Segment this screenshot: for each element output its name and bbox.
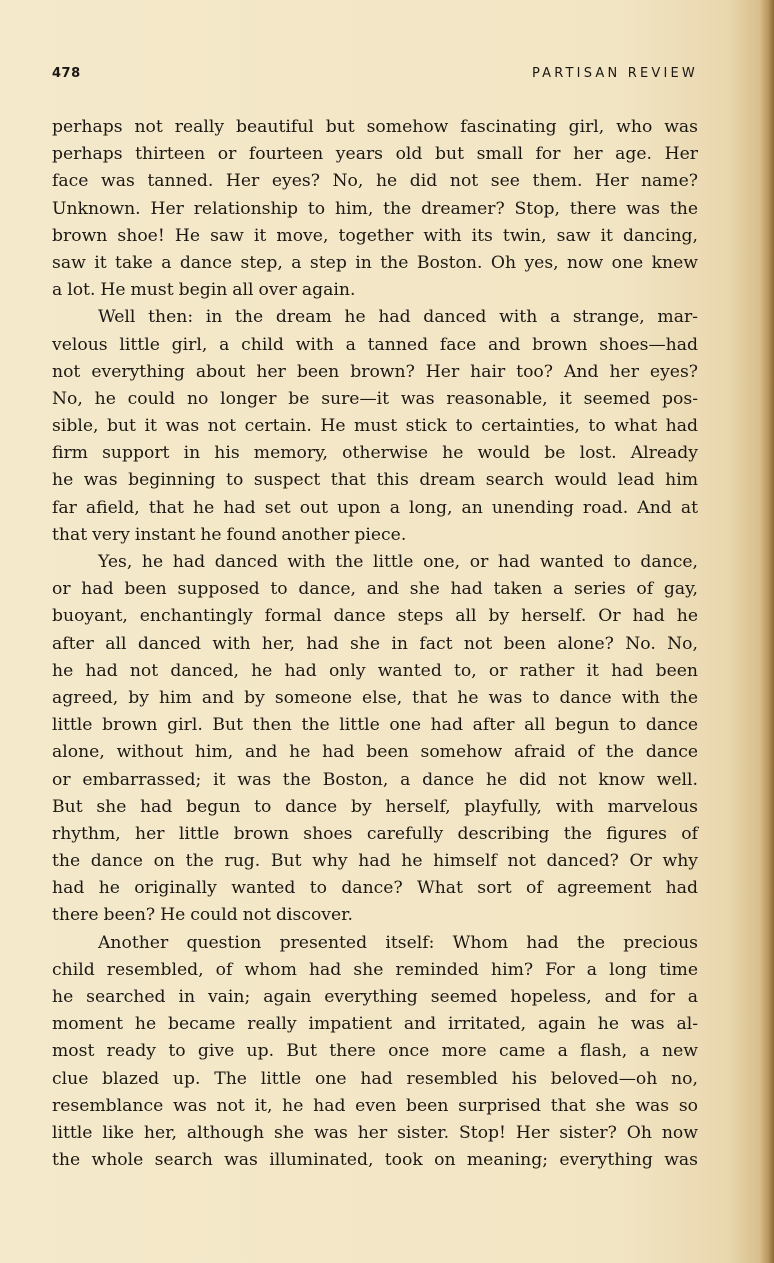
- text-line: velous little girl, a child with a tanned face and brown shoes—had: [52, 334, 698, 355]
- text-line: buoyant, enchantingly formal dance steps all by herself. Or had he: [52, 606, 698, 627]
- text-line: sible, but it was not certain. He must stick to certainties, to what had: [52, 416, 698, 437]
- text-line: there been? He could not discover.: [52, 905, 353, 926]
- text-line: resemblance was not it, he had even been surprised that she was so: [52, 1095, 698, 1116]
- text-line: not everything about her been brown? Her hair too? And her eyes?: [52, 361, 698, 382]
- text-line: Unknown. Her relationship to him, the dreamer? Stop, there was the: [52, 198, 698, 219]
- text-line: Yes, he had danced with the little one, or had wanted to dance,: [98, 552, 698, 572]
- text-line: a lot. He must begin all over again.: [52, 280, 356, 301]
- text-line: alone, without him, and he had been somehow afraid of the dance: [52, 742, 698, 763]
- page-edge-shadow: [760, 0, 774, 1263]
- text-line: most ready to give up. But there once more came a flash, a new: [52, 1041, 698, 1062]
- text-line: that very instant he found another piece.: [52, 524, 407, 545]
- text-line: or embarrassed; it was the Boston, a dance he did not know well.: [52, 769, 698, 790]
- running-title: PARTISAN REVIEW: [531, 66, 698, 81]
- text-line: had he originally wanted to dance? What sort of agreement had: [52, 878, 698, 899]
- text-line: No, he could no longer be sure—it was reasonable, it seemed pos-: [52, 388, 698, 409]
- text-line: rhythm, her little brown shoes carefully describing the figures of: [52, 823, 698, 844]
- text-line: brown shoe! He saw it move, together with its twin, saw it dancing,: [52, 225, 698, 246]
- body-text: [52, 114, 698, 1174]
- text-line: firm support in his memory, otherwise he would be lost. Already: [52, 443, 698, 464]
- text-line: Well then: in the dream he had danced with a strange, mar-: [98, 307, 698, 328]
- page-header: [52, 66, 698, 86]
- text-line: But she had begun to dance by herself, playfully, with marvelous: [52, 796, 698, 817]
- text-line: saw it take a dance step, a step in the Boston. Oh yes, now one knew: [52, 252, 698, 273]
- text-line: face was tanned. Her eyes? No, he did not see them. Her name?: [52, 171, 698, 192]
- text-line: or had been supposed to dance, and she had taken a series of gay,: [52, 579, 698, 600]
- text-line: little brown girl. But then the little one had after all begun to dance: [52, 715, 698, 736]
- text-line: perhaps not really beautiful but somehow fascinating girl, who was: [52, 117, 698, 137]
- text-line: little like her, although she was her sister. Stop! Her sister? Oh now: [52, 1122, 698, 1143]
- text-line: Another question presented itself: Whom had the precious: [98, 932, 698, 953]
- text-line: moment he became really impatient and irritated, again he was al-: [52, 1014, 698, 1035]
- text-line: far afield, that he had set out upon a long, an unending road. And at: [52, 497, 698, 518]
- text-line: agreed, by him and by someone else, that he was to dance with the: [52, 687, 698, 708]
- text-line: after all danced with her, had she in fact not been alone? No. No,: [52, 633, 698, 654]
- text-line: clue blazed up. The little one had resembled his beloved—oh no,: [52, 1068, 698, 1089]
- text-line: the dance on the rug. But why had he himself not danced? Or why: [52, 851, 698, 872]
- text-line: he was beginning to suspect that this dream search would lead him: [52, 470, 698, 491]
- text-line: he searched in vain; again everything seemed hopeless, and for a: [52, 987, 698, 1007]
- text-line: the whole search was illuminated, took on meaning; everything was: [52, 1150, 698, 1171]
- text-line: child resembled, of whom had she reminded him? For a long time: [52, 959, 698, 980]
- page-number: 478: [52, 66, 81, 81]
- text-line: perhaps thirteen or fourteen years old but small for her age. Her: [52, 144, 698, 165]
- text-line: he had not danced, he had only wanted to, or rather it had been: [52, 660, 698, 681]
